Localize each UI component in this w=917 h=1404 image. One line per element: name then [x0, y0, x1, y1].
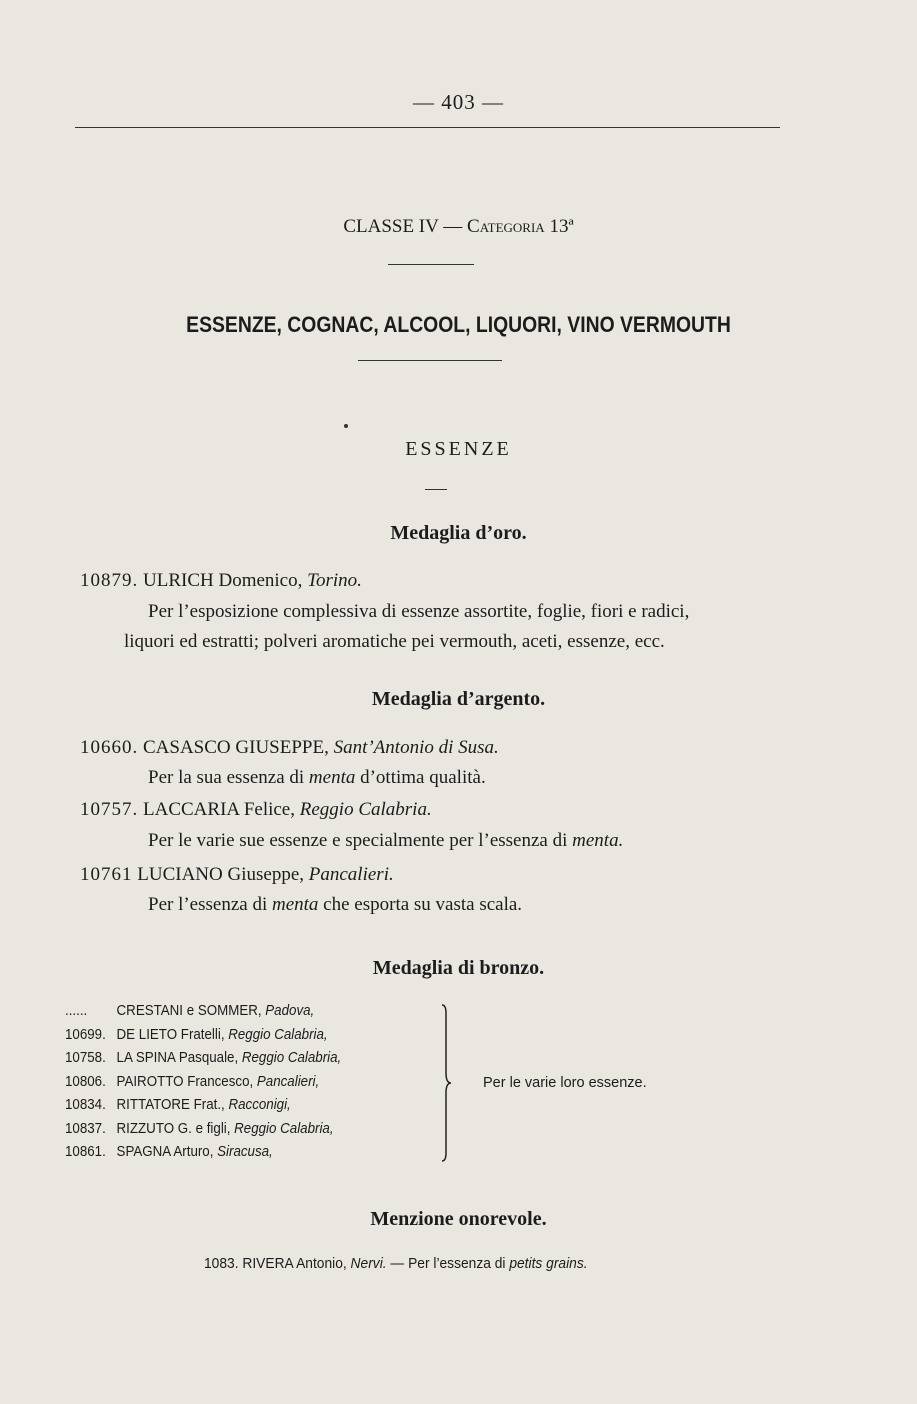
- page-number: — 403 —: [413, 90, 504, 114]
- entry-description: Per le varie sue essenze e specialmente per l’essenza di menta.: [148, 830, 624, 851]
- gold-medal-heading: Medaglia d’oro.: [390, 522, 527, 544]
- divider-rule: [388, 264, 474, 265]
- entry-description: Per l’essenza di menta che esporta su vasta scala.: [148, 894, 523, 915]
- main-heading: ESSENZE, COGNAC, ALCOOL, LIQUORI, VINO VERMOUTH: [186, 312, 731, 337]
- bronze-shared-description: Per le varie loro essenze.: [483, 1075, 647, 1091]
- list-item: 10837. RIZZUTO G. e figli, Reggio Calabria,: [65, 1120, 334, 1137]
- class-heading: CLASSE IV — Categoria 13ª: [343, 216, 574, 237]
- list-item: ...... CRESTANI e SOMMER, Padova,: [65, 1003, 315, 1019]
- mention-entry: 1083. RIVERA Antonio, Nervi. — Per l’essenza di petits grains.: [204, 1255, 588, 1272]
- divider-rule: [358, 360, 502, 361]
- section-title: ESSENZE: [405, 438, 512, 460]
- entry-description: liquori ed estratti; polveri aromatiche pei vermouth, aceti, essenze, ecc.: [124, 631, 665, 652]
- bronze-medal-heading: Medaglia di bronzo.: [372, 957, 545, 979]
- right-brace-icon: [440, 1003, 452, 1163]
- header-rule: [75, 127, 780, 128]
- list-item: 10806. PAIROTTO Francesco, Pancalieri,: [65, 1073, 320, 1090]
- entry-description: Per l’esposizione complessiva di essenze assortite, foglie, fiori e radici,: [148, 601, 690, 622]
- list-item: 10699. DE LIETO Fratelli, Reggio Calabria,: [65, 1026, 328, 1043]
- entry-heading: 10879. ULRICH Domenico, Torino.: [80, 570, 362, 591]
- silver-medal-heading: Medaglia d’argento.: [371, 688, 546, 710]
- entry-heading: 10761 LUCIANO Giuseppe, Pancalieri.: [80, 864, 394, 885]
- mention-heading: Menzione onorevole.: [370, 1208, 547, 1230]
- list-item: 10861. SPAGNA Arturo, Siracusa,: [65, 1144, 273, 1160]
- entry-heading: 10757. LACCARIA Felice, Reggio Calabria.: [80, 799, 432, 820]
- bronze-list: [65, 1003, 365, 1168]
- list-item: 10834. RITTATORE Frat., Racconigi,: [65, 1097, 291, 1113]
- entry-heading: 10660. CASASCO GIUSEPPE, Sant’Antonio di Susa.: [80, 737, 499, 758]
- entry-description: Per la sua essenza di menta d’ottima qualità.: [148, 767, 486, 788]
- list-item: 10758. LA SPINA Pasquale, Reggio Calabria,: [65, 1050, 342, 1066]
- ornament-dot: [344, 424, 348, 428]
- divider-dash: [425, 489, 447, 490]
